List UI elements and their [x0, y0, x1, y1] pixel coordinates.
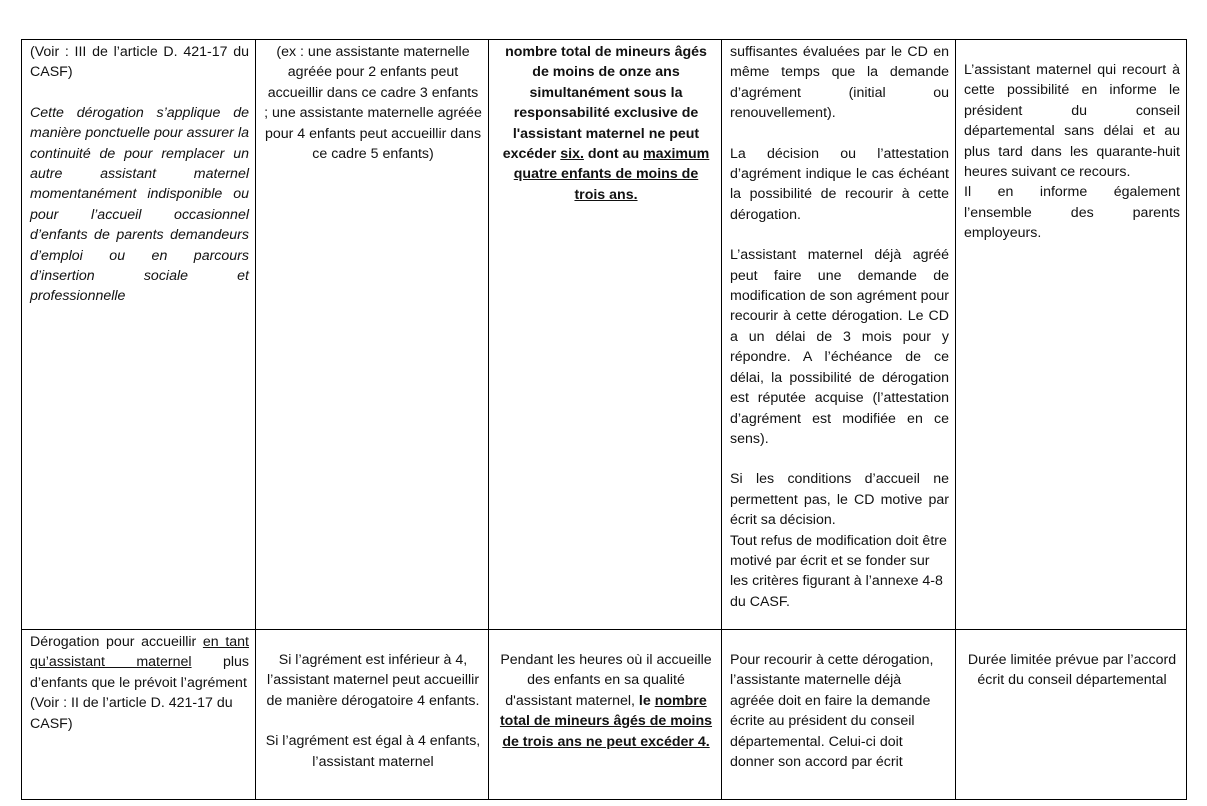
rule-maximum: maximum quatre enfants de moins de trois ans. [513, 146, 710, 203]
procedure-paragraph: Si les conditions d’accueil ne permettent pas, le CD motive par écrit sa décision. [730, 471, 949, 529]
maximum-rule [497, 42, 715, 205]
derogation-title [30, 632, 249, 693]
procedure-paragraph: L’assistant maternel déjà agréé peut faire une demande de modification de son agrément pour recourir à cette dérogation. Le CD a un délai de 3 mois pour y répondre. A l’échéance de ce délai, la possibilité de dérogation est réputée acquise (l’attestation d’agrément est modifiée en ce sens). [730, 247, 949, 447]
rule-bold: le [638, 692, 655, 709]
table-cell [255, 40, 488, 629]
title-underlined: en tant qu’assistant maternel [30, 634, 249, 671]
duration-text: Durée limitée prévue par l’accord écrit du conseil départemental [967, 652, 1177, 689]
rule-six: six. [560, 146, 584, 163]
information-paragraph: L’assistant maternel qui recourt à cette possibilité en informe le président du conseil départemental sans délai et au plus tard dans les quarante-huit heures suivant ce recours. [964, 62, 1180, 181]
limit-rule [497, 650, 715, 752]
procedure-paragraph: Tout refus de modification doit être motivé par écrit et se fonder sur les critères figurant à l’annexe 4-8 du CASF. [730, 532, 947, 610]
condition-paragraph: Si l’agrément est égal à 4 enfants, l’assistant maternel [265, 733, 481, 770]
rule-bold-underlined: nombre total de mineurs âgés de moins de trois ans ne peut excéder 4. [499, 692, 713, 750]
information-paragraph: Il en informe également l’ensemble des parents employeurs. [964, 184, 1180, 242]
title-text: plus d’enfants que le prévoit l’agrément [30, 654, 249, 691]
table-cell [955, 630, 1186, 799]
table-cell [255, 630, 488, 799]
table-cell [721, 40, 955, 629]
derogation-note: Cette dérogation s’applique de manière ponctuelle pour assurer la continuité de pour remplacer un autre assistant maternel momentanément indisponible ou pour l’accueil occasionnel d’enfants de parents demandeurs d’emploi ou en parcours d’insertion sociale et professionnelle [30, 104, 249, 305]
article-reference: (Voir : II de l’article D. 421-17 du CASF) [30, 695, 233, 732]
table-row [21, 39, 1187, 630]
procedure-paragraph: La décision ou l’attestation d’agrément indique le cas échéant la possibilité de recourir à cette dérogation. [730, 145, 949, 223]
rule-text: dont au [583, 146, 644, 163]
table-cell [488, 630, 721, 799]
procedure-paragraph: Pour recourir à cette dérogation, l’assistante maternelle déjà agréée doit en faire la demande écrite au président du conseil départemental. Celui-ci doit donner son accord par écrit [730, 652, 934, 771]
table-cell [22, 40, 255, 629]
rule-text: nombre total de mineurs âgés de moins de onze ans simultanément sous la responsabilité exclusive de l'assistant maternel ne peut excéder [502, 44, 707, 163]
condition-paragraph: Si l’agrément est inférieur à 4, l’assistant maternel peut accueillir de manière dérogatoire 4 enfants. [266, 652, 480, 709]
table-row [21, 630, 1187, 800]
table-cell [955, 40, 1186, 629]
example-text: (ex : une assistante maternelle agréée pour 2 enfants peut accueillir dans ce cadre 3 enfants ; une assistante maternelle agréée pour 4 enfants peut accueillir dans ce cadre 5 enfants) [264, 44, 482, 163]
title-text: Dérogation pour accueillir [30, 634, 203, 650]
article-reference: (Voir : III de l’article D. 421-17 du CASF) [30, 44, 249, 81]
table-cell [22, 630, 255, 799]
rule-text: Pendant les heures où il accueille des enfants en sa qualité d'assistant maternel, [500, 652, 712, 709]
table-cell [488, 40, 721, 629]
table-cell [721, 630, 955, 799]
procedure-paragraph: suffisantes évaluées par le CD en même temps que la demande d’agrément (initial ou renouvellement). [730, 44, 949, 122]
